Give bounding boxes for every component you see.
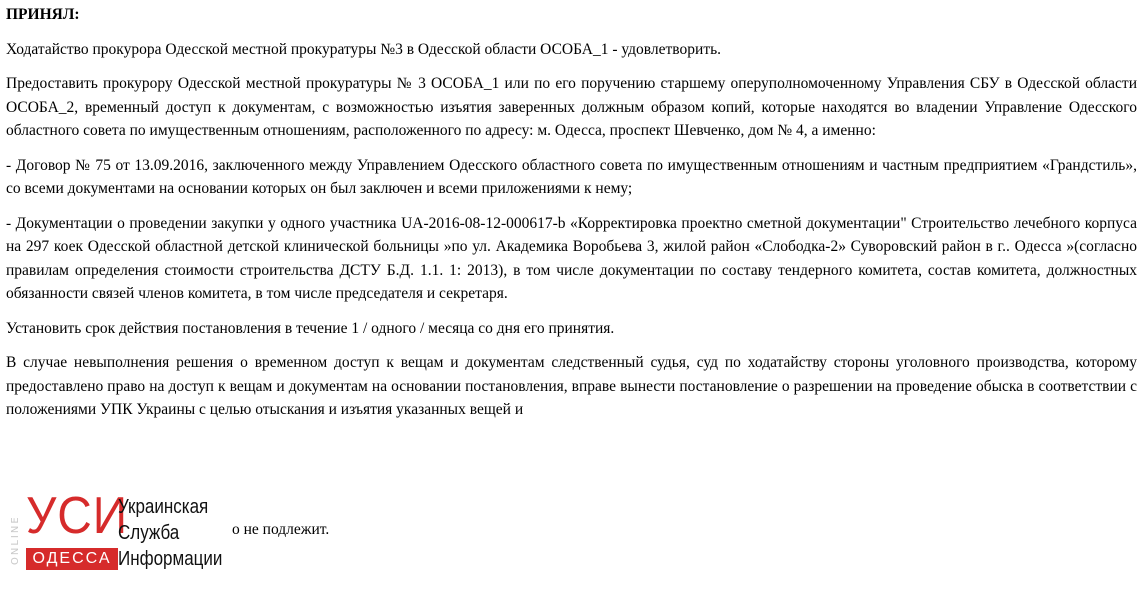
logo-name-line: Служба xyxy=(118,522,180,544)
logo-city-badge: ОДЕССА xyxy=(26,548,118,570)
document-body xyxy=(6,3,1137,433)
paragraph-petition: Ходатайство прокурора Одесской местной прокуратуры №3 в Одесской области ОСОБА_1 - удовлетворить. xyxy=(6,40,722,58)
logo-name-line: Информации xyxy=(118,548,223,570)
logo-mark: УСИ xyxy=(26,487,129,545)
document-heading: ПРИНЯЛ: xyxy=(6,6,80,23)
logo-agency-name xyxy=(118,494,222,572)
logo-name-line: Украинская xyxy=(118,496,209,518)
paragraph-contract-item: - Договор № 75 от 13.09.2016, заключенного между Управлением Одесского областного совета по имущественным отношениям и частным предприятием «Грандстиль», со всеми документами на основании которых он был заключен и всеми приложениями к нему; xyxy=(6,156,1137,197)
logo-online-label: ONLINE xyxy=(10,515,21,565)
paragraph-noncompliance: В случае невыполнения решения о временном доступ к вещам и документам следственный судья, суд по ходатайству стороны уголовного производства, которому предоставлено право на доступ к вещам и документам на основании постановления, вправе вынести постановление о разрешении на проведение обыска в соответствии с положениями УПК Украины с целью отыскания и изъятия указанных вещей и xyxy=(6,354,1137,418)
paragraph-procurement-item: - Документации о проведении закупки у одного участника UA-2016-08-12-000617-b «Корректировка проектно сметной документации" Строительство лечебного корпуса на 297 коек Одесской областной детской клинической больницы »по ул. Академика Воробьева 3, жилой район «Слободка-2» Суворовский район в г.. Одесса »(согласно правилам определения стоимости строительства ДСТУ Б.Д. 1.1. 1: 2013), в том числе документации по составу тендерного комитета, состав комитета, должностных обязанности связей членов комитета, в том числе председателя и секретаря. xyxy=(6,214,1137,302)
document-tail-text: о не подлежит. xyxy=(232,521,330,538)
paragraph-access-grant: Предоставить прокурору Одесской местной прокуратуры № 3 ОСОБА_1 или по его поручению старшему оперуполномоченному Управления СБУ в Одесской области ОСОБА_2, временный доступ к документам, с возможностью изъятия заверенных должным образом копий, которые находятся во владении Управление Одесского областного совета по имущественным отношениям, расположенного по адресу: м. Одесса, проспект Шевченко, дом № 4, а именно: xyxy=(6,75,1137,139)
usi-odessa-logo xyxy=(10,487,225,585)
paragraph-validity-term: Установить срок действия постановления в течение 1 / одного / месяца со дня его принятия. xyxy=(6,319,615,337)
